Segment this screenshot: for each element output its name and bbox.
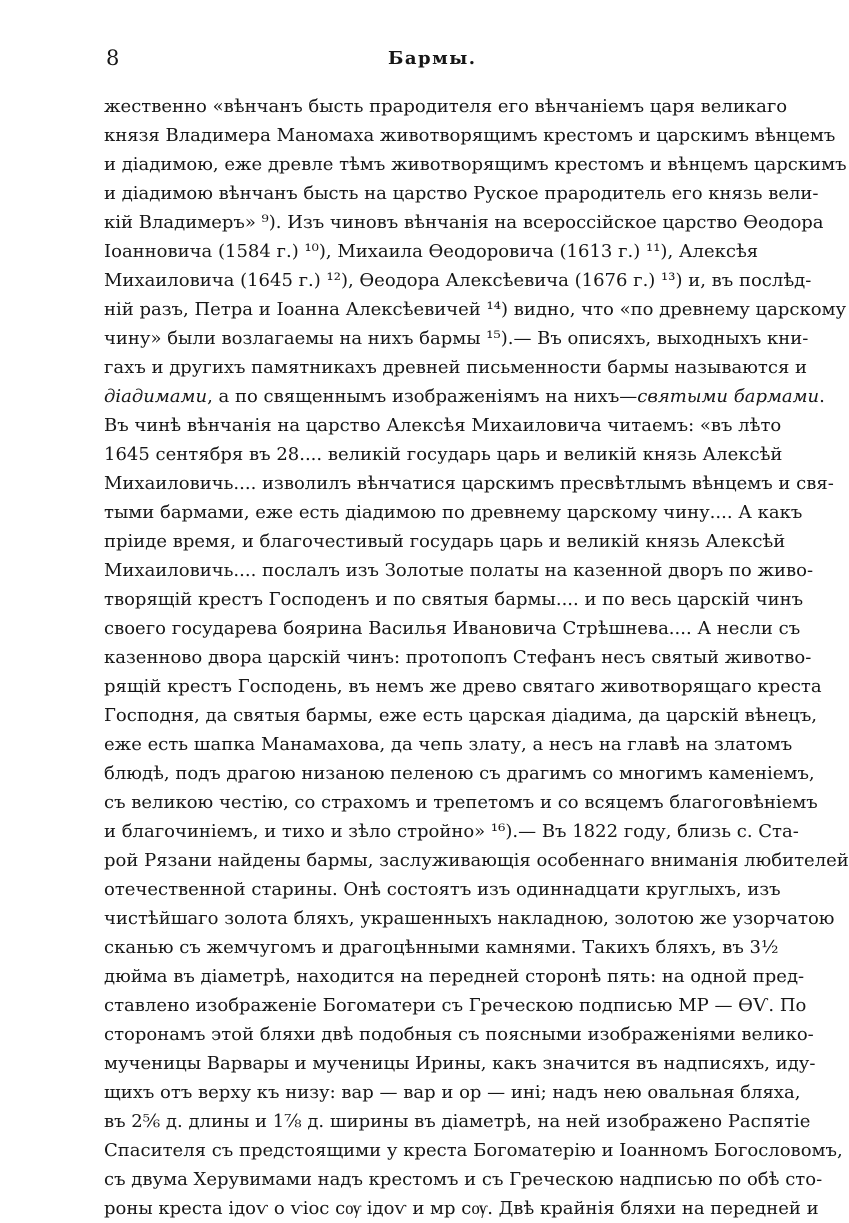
- text-line: Въ чинѣ вѣнчанія на царство Алексѣя Михаиловича читаемъ: «въ лѣто: [104, 415, 782, 436]
- text-line: отечественной старины. Онѣ состоятъ изъ одиннадцати круглыхъ, изъ: [104, 879, 781, 900]
- page-number: 8: [106, 46, 120, 70]
- text-line: роны креста ідоѵ о ѵіос сѹ ідоѵ и мр сѹ. Двѣ крайнія бляхи на передней и: [104, 1198, 819, 1219]
- text-line: ній разъ, Петра и Іоанна Алексѣевичей ¹⁴) видно, что «по древнему царскому: [104, 299, 847, 320]
- text-line: чистѣйшаго золота бляхъ, украшенныхъ накладною, золотою же узорчатою: [104, 908, 835, 929]
- text-line: щихъ отъ верху къ низу: вар — вар и ор — ині; надъ нею овальная бляха,: [104, 1082, 801, 1103]
- text-line: Господня, да святыя бармы, еже есть царская діадима, да царскій вѣнецъ,: [104, 705, 818, 726]
- text-line: князя Владимера Маномаха животворящимъ крестомъ и царскимъ вѣнцемъ: [104, 125, 836, 146]
- text-line: діадимами, а по священнымъ изображеніямъ на нихъ—святыми бармами.: [104, 386, 825, 407]
- text-line: пріиде время, и благочестивый государь царь и великій князь Алексѣй: [104, 531, 786, 552]
- text-line: съ двума Херувимами надъ крестомъ и съ Греческою надписью по обѣ сто-: [104, 1169, 823, 1190]
- text-line: ставлено изображеніе Богоматери съ Греческою подписью МР — ѲѴ. По: [104, 995, 807, 1016]
- text-line: чину» были возлагаемы на нихъ бармы ¹⁵).— Въ описяхъ, выходныхъ кни-: [104, 328, 809, 349]
- text-line: въ 2⅚ д. длины и 1⅞ д. ширины въ діаметрѣ, на ней изображено Распятіе: [104, 1111, 811, 1132]
- text-line: Іоанновича (1584 г.) ¹⁰), Михаила Ѳеодоровича (1613 г.) ¹¹), Алексѣя: [104, 241, 759, 262]
- running-head: Бармы.: [388, 48, 477, 69]
- text-line: блюдѣ, подъ драгою низаною пеленою съ драгимъ со многимъ каменіемъ,: [104, 763, 815, 784]
- text-line: творящій крестъ Господенъ и по святыя бармы.... и по весь царскій чинъ: [104, 589, 804, 610]
- italic-term: діадимами: [104, 386, 208, 407]
- text-line: казенново двора царскій чинъ: протопопъ Стефанъ несъ святый животво-: [104, 647, 812, 668]
- text-line: сторонамъ этой бляхи двѣ подобныя съ поясными изображеніями велико-: [104, 1024, 814, 1045]
- text-line: жественно «вѣнчанъ бысть прародителя его вѣнчаніемъ царя великаго: [104, 96, 788, 117]
- text-line: 1645 сентября въ 28.... великій государь царь и великій князь Алексѣй: [104, 444, 783, 465]
- text-line: Михаиловичь.... послалъ изъ Золотые полаты на казенной дворъ по живо-: [104, 560, 814, 581]
- body-text: [104, 92, 849, 1223]
- text-line: и благочиніемъ, и тихо и зѣло стройно» ¹⁶).— Въ 1822 году, близь с. Ста-: [104, 821, 799, 842]
- text-line: кій Владимеръ» ⁹). Изъ чиновъ вѣнчанія на всероссійское царство Ѳеодора: [104, 212, 824, 233]
- text-line: Михаиловича (1645 г.) ¹²), Ѳеодора Алексѣевича (1676 г.) ¹³) и, въ послѣд-: [104, 270, 812, 291]
- text-line: мученицы Варвары и мученицы Ирины, какъ значится въ надписяхъ, иду-: [104, 1053, 816, 1074]
- text-line: дюйма въ діаметрѣ, находится на передней сторонѣ пять: на одной пред-: [104, 966, 805, 987]
- text-line: рой Рязани найдены бармы, заслуживающія особеннаго вниманія любителей: [104, 850, 849, 871]
- text-line: гахъ и другихъ памятникахъ древней письменности бармы называются и: [104, 357, 808, 378]
- text-line: Михаиловичь.... изволилъ вѣнчатися царскимъ пресвѣтлымъ вѣнцемъ и свя-: [104, 473, 834, 494]
- text-line: Спасителя съ предстоящими у креста Богоматерію и Іоанномъ Богословомъ,: [104, 1140, 843, 1161]
- text-line: тыми бармами, еже есть діадимою по древнему царскому чину.... А какъ: [104, 502, 803, 523]
- italic-term: святыми бармами: [637, 386, 820, 407]
- text-line: своего государева боярина Василья Ивановича Стрѣшнева.... А несли съ: [104, 618, 801, 639]
- text-line: и діадимою, еже древле тѣмъ животворящимъ крестомъ и вѣнцемъ царскимъ: [104, 154, 847, 175]
- text-line: еже есть шапка Манамахова, да чепь злату, а несъ на главѣ на златомъ: [104, 734, 793, 755]
- text-line: съ великою честію, со страхомъ и трепетомъ и со всяцемъ благоговѣніемъ: [104, 792, 818, 813]
- text-line: сканью съ жемчугомъ и драгоцѣнными камнями. Такихъ бляхъ, въ 3½: [104, 937, 779, 958]
- text-line: и діадимою вѣнчанъ бысть на царство Руское прародитель его князь вели-: [104, 183, 819, 204]
- text-line: рящій крестъ Господень, въ немъ же древо святаго животворящаго креста: [104, 676, 822, 697]
